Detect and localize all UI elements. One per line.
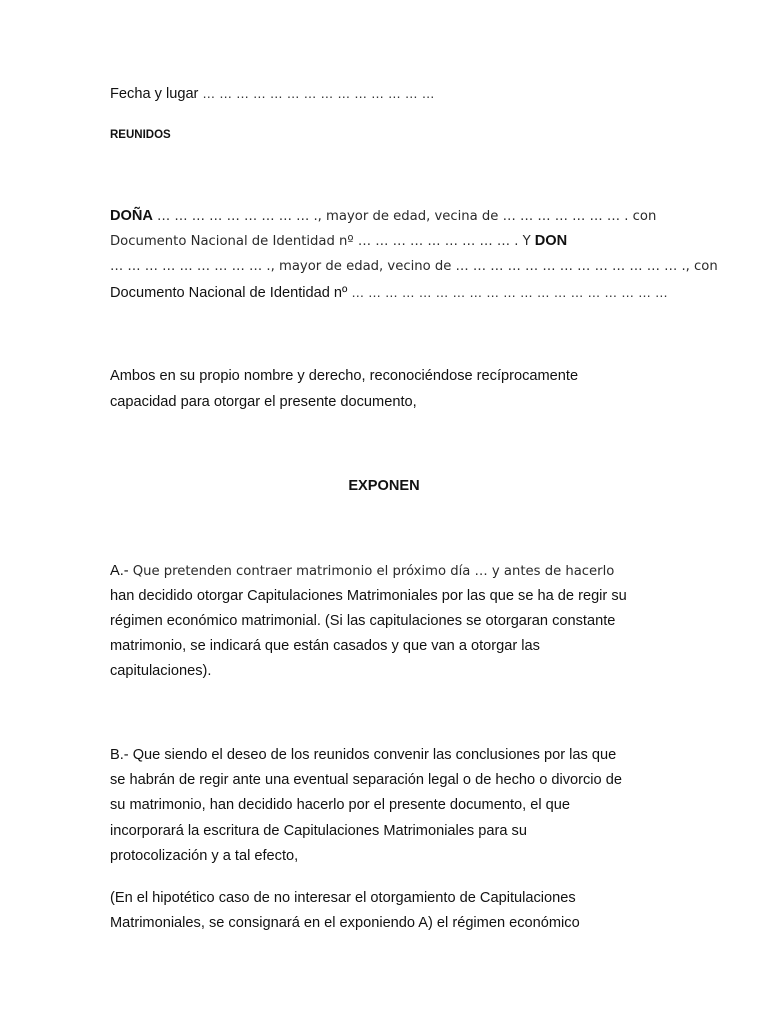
date-place-line <box>110 85 435 103</box>
dona-details: … … … … … … … … … ., mayor de edad, vecina de … … … … … … … . con <box>157 209 657 224</box>
section-a-line-3: régimen económico matrimonial. (Si las capitulaciones se otorgaran constante <box>110 613 616 629</box>
section-a-line-1 <box>110 562 614 581</box>
section-b-line-1: B.- Que siendo el deseo de los reunidos convenir las conclusiones por las que <box>110 747 617 763</box>
note-line-2: Matrimoniales, se consignará en el exponiendo A) el régimen económico <box>110 915 580 931</box>
note-line-1: (En el hipotético caso de no interesar el otorgamiento de Capitulaciones <box>110 890 576 906</box>
reunidos-heading: REUNIDOS <box>110 129 171 141</box>
date-place-label: Fecha y lugar <box>110 86 199 102</box>
section-a-line-1-rest: Que pretenden contraer matrimonio el próximo día … y antes de hacerlo <box>132 564 615 579</box>
dni-don-line <box>110 284 668 302</box>
dona-label: DOÑA <box>110 208 153 224</box>
section-a-line-5: capitulaciones). <box>110 663 212 679</box>
don-details-line: … … … … … … … … … ., mayor de edad, vecino de … … … … … … … … … … … … … ., con <box>110 259 718 274</box>
ambos-line-1: Ambos en su propio nombre y derecho, reconociéndose recíprocamente <box>110 368 579 384</box>
section-b-line-4: incorporará la escritura de Capitulaciones Matrimoniales para su <box>110 823 527 839</box>
dni-don-label: Documento Nacional de Identidad nº <box>110 285 348 301</box>
section-b-line-5: protocolización y a tal efecto, <box>110 848 299 864</box>
dni-dona-line <box>110 232 567 251</box>
ambos-line-2: capacidad para otorgar el presente documento, <box>110 394 417 410</box>
section-b-line-2: se habrán de regir ante una eventual separación legal o de hecho o divorcio de <box>110 772 622 788</box>
section-a-prefix: A.- <box>110 563 129 579</box>
date-place-blank: … … … … … … … … … … … … … … <box>202 86 435 101</box>
dona-line <box>110 207 656 226</box>
dni-don-blank: … … … … … … … … … … … … … … … … … … … <box>351 285 668 300</box>
exponen-heading: EXPONEN <box>348 478 420 494</box>
section-b-line-3: su matrimonio, han decidido hacerlo por el presente documento, el que <box>110 797 570 813</box>
section-a-line-4: matrimonio, se indicará que están casados y que van a otorgar las <box>110 638 540 654</box>
dni-dona-text: Documento Nacional de Identidad nº … … … … … … … … … . Y <box>110 234 531 249</box>
section-a-line-2: han decidido otorgar Capitulaciones Matrimoniales por las que se ha de regir su <box>110 588 627 604</box>
don-label: DON <box>534 233 568 249</box>
